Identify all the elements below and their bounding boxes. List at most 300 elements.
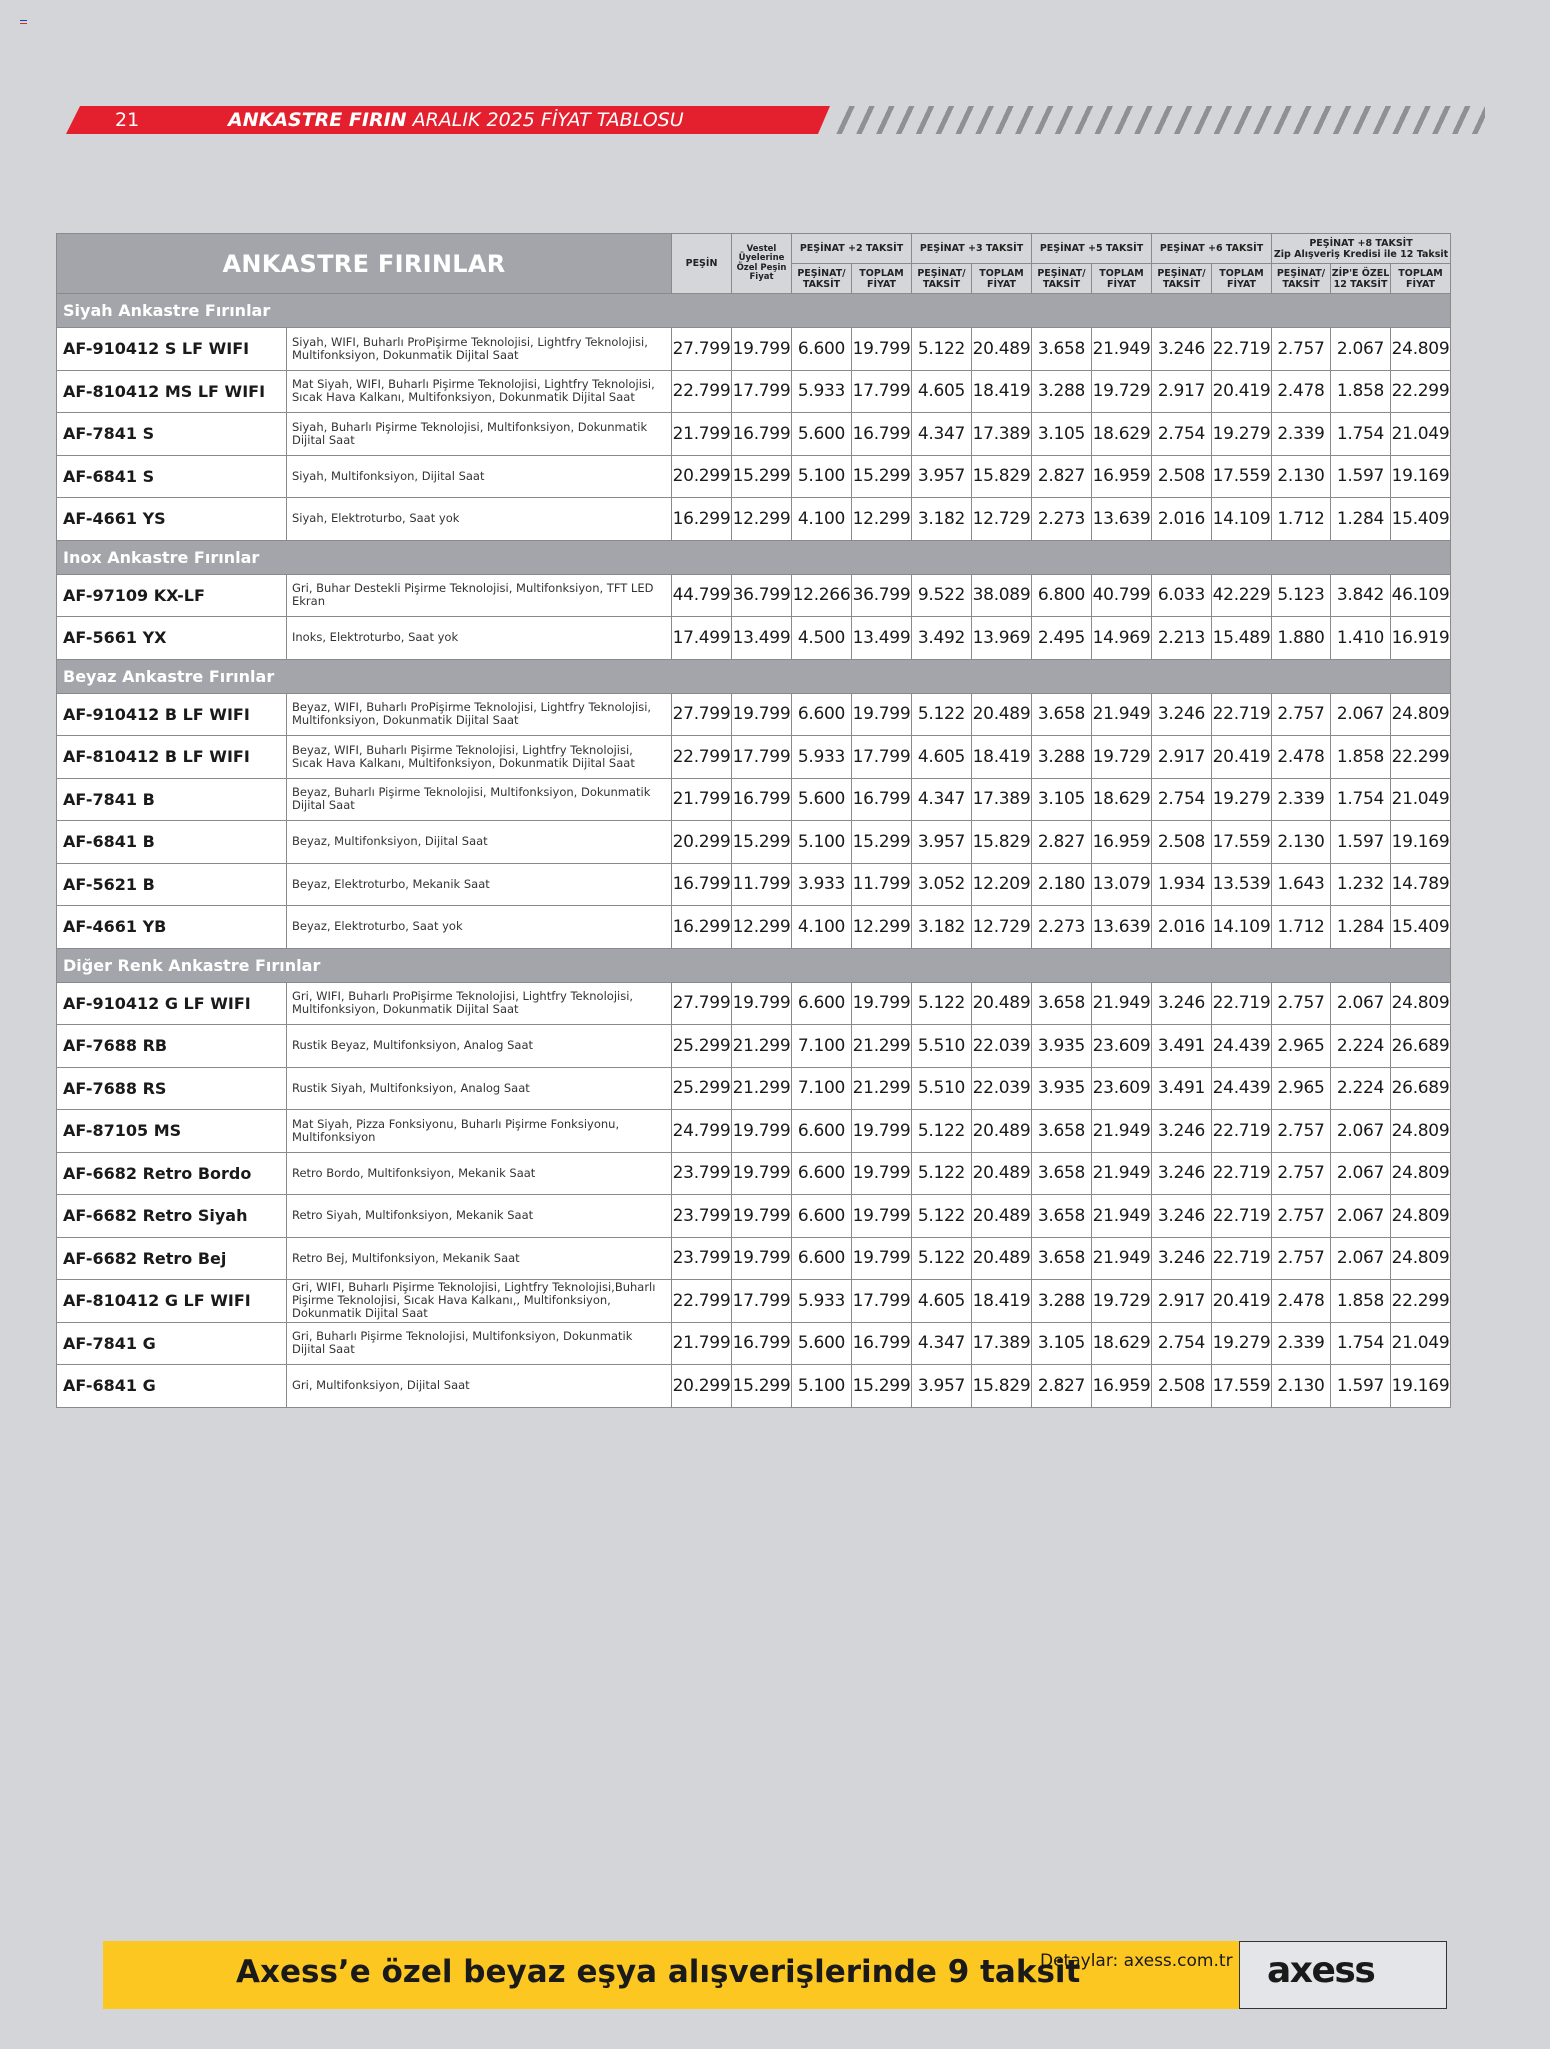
price-cell: 19.729 bbox=[1092, 1280, 1152, 1323]
price-cell: 22.719 bbox=[1212, 693, 1272, 736]
price-cell: 24.809 bbox=[1391, 328, 1451, 371]
price-cell: 3.492 bbox=[912, 617, 972, 660]
price-cell: 3.957 bbox=[912, 821, 972, 864]
table-row bbox=[57, 778, 1451, 821]
price-cell: 18.419 bbox=[972, 1280, 1032, 1323]
model-description: Inoks, Elektroturbo, Saat yok bbox=[287, 617, 672, 660]
price-cell: 2.130 bbox=[1272, 455, 1331, 498]
table-row bbox=[57, 906, 1451, 949]
price-cell: 2.067 bbox=[1331, 1237, 1391, 1280]
price-cell: 5.122 bbox=[912, 1195, 972, 1238]
price-cell: 4.347 bbox=[912, 1322, 972, 1365]
price-cell: 3.182 bbox=[912, 906, 972, 949]
table-row bbox=[57, 1195, 1451, 1238]
price-cell: 2.339 bbox=[1272, 1322, 1331, 1365]
model-description: Retro Siyah, Multifonksiyon, Mekanik Saat bbox=[287, 1195, 672, 1238]
price-cell: 20.489 bbox=[972, 982, 1032, 1025]
table-row bbox=[57, 617, 1451, 660]
price-cell: 14.789 bbox=[1391, 863, 1451, 906]
price-cell: 17.559 bbox=[1212, 1365, 1272, 1408]
price-cell: 2.130 bbox=[1272, 1365, 1331, 1408]
price-cell: 2.917 bbox=[1152, 370, 1212, 413]
model-name: AF-6841 G bbox=[57, 1365, 287, 1408]
price-cell: 1.858 bbox=[1331, 736, 1391, 779]
price-cell: 15.299 bbox=[852, 455, 912, 498]
model-description: Siyah, Multifonksiyon, Dijital Saat bbox=[287, 455, 672, 498]
price-cell: 16.919 bbox=[1391, 617, 1451, 660]
price-cell: 1.712 bbox=[1272, 906, 1331, 949]
model-name: AF-6841 S bbox=[57, 455, 287, 498]
price-cell: 3.658 bbox=[1032, 1110, 1092, 1153]
price-cell: 12.299 bbox=[852, 498, 912, 541]
price-cell: 22.799 bbox=[672, 1280, 732, 1323]
price-cell: 20.489 bbox=[972, 1152, 1032, 1195]
price-cell: 5.100 bbox=[792, 821, 852, 864]
price-cell: 21.949 bbox=[1092, 1152, 1152, 1195]
price-cell: 40.799 bbox=[1092, 574, 1152, 617]
price-cell: 1.754 bbox=[1331, 778, 1391, 821]
price-cell: 9.522 bbox=[912, 574, 972, 617]
price-cell: 6.600 bbox=[792, 1195, 852, 1238]
price-cell: 6.600 bbox=[792, 1152, 852, 1195]
table-row bbox=[57, 821, 1451, 864]
price-cell: 19.799 bbox=[852, 693, 912, 736]
price-cell: 3.246 bbox=[1152, 1152, 1212, 1195]
table-row bbox=[57, 1152, 1451, 1195]
price-cell: 3.658 bbox=[1032, 1152, 1092, 1195]
price-cell: 3.182 bbox=[912, 498, 972, 541]
price-cell: 2.478 bbox=[1272, 736, 1331, 779]
model-name: AF-810412 MS LF WIFI bbox=[57, 370, 287, 413]
price-cell: 6.033 bbox=[1152, 574, 1212, 617]
price-cell: 16.799 bbox=[732, 778, 792, 821]
price-cell: 3.658 bbox=[1032, 982, 1092, 1025]
table-row bbox=[57, 413, 1451, 456]
price-cell: 44.799 bbox=[672, 574, 732, 617]
price-cell: 3.246 bbox=[1152, 982, 1212, 1025]
price-cell: 17.799 bbox=[852, 370, 912, 413]
model-name: AF-910412 G LF WIFI bbox=[57, 982, 287, 1025]
price-cell: 2.478 bbox=[1272, 370, 1331, 413]
price-cell: 15.299 bbox=[732, 455, 792, 498]
price-cell: 19.799 bbox=[852, 982, 912, 1025]
price-cell: 5.122 bbox=[912, 328, 972, 371]
price-cell: 19.279 bbox=[1212, 1322, 1272, 1365]
price-cell: 12.299 bbox=[732, 498, 792, 541]
price-cell: 19.799 bbox=[852, 328, 912, 371]
price-cell: 1.597 bbox=[1331, 1365, 1391, 1408]
model-description: Beyaz, Elektroturbo, Saat yok bbox=[287, 906, 672, 949]
sub-toplam: TOPLAM FİYAT bbox=[852, 264, 912, 294]
price-cell: 20.299 bbox=[672, 821, 732, 864]
price-cell: 38.089 bbox=[972, 574, 1032, 617]
model-name: AF-7688 RS bbox=[57, 1067, 287, 1110]
price-cell: 27.799 bbox=[672, 693, 732, 736]
price-cell: 2.130 bbox=[1272, 821, 1331, 864]
price-cell: 7.100 bbox=[792, 1025, 852, 1068]
price-cell: 19.799 bbox=[852, 1237, 912, 1280]
model-description: Gri, WIFI, Buharlı ProPişirme Teknolojisi, Lightfry Teknolojisi, Multifonksiyon, Dokunmatik Dijital Saat bbox=[287, 982, 672, 1025]
price-cell: 1.597 bbox=[1331, 821, 1391, 864]
page-number: 21 bbox=[115, 109, 140, 131]
price-cell: 15.829 bbox=[972, 1365, 1032, 1408]
price-cell: 17.499 bbox=[672, 617, 732, 660]
price-cell: 12.266 bbox=[792, 574, 852, 617]
table-body bbox=[57, 294, 1451, 1408]
price-cell: 5.122 bbox=[912, 693, 972, 736]
price-cell: 18.419 bbox=[972, 736, 1032, 779]
model-description: Mat Siyah, WIFI, Buharlı Pişirme Teknolojisi, Lightfry Teknolojisi, Sıcak Hava Kalkanı, Multifonksiyon, Dokunmatik Dijital Saat bbox=[287, 370, 672, 413]
price-cell: 24.799 bbox=[672, 1110, 732, 1153]
price-cell: 3.246 bbox=[1152, 1237, 1212, 1280]
table-row bbox=[57, 1280, 1451, 1323]
price-cell: 17.389 bbox=[972, 1322, 1032, 1365]
model-description: Beyaz, WIFI, Buharlı ProPişirme Teknolojisi, Lightfry Teknolojisi, Multifonksiyon, Dokunmatik Dijital Saat bbox=[287, 693, 672, 736]
price-cell: 2.016 bbox=[1152, 498, 1212, 541]
price-cell: 24.809 bbox=[1391, 1195, 1451, 1238]
price-cell: 22.039 bbox=[972, 1025, 1032, 1068]
price-cell: 4.100 bbox=[792, 906, 852, 949]
sub-pesinat: PEŞİNAT/ TAKSİT bbox=[792, 264, 852, 294]
table-row bbox=[57, 455, 1451, 498]
price-cell: 2.339 bbox=[1272, 778, 1331, 821]
table-row bbox=[57, 1237, 1451, 1280]
model-name: AF-5661 YX bbox=[57, 617, 287, 660]
price-cell: 6.600 bbox=[792, 1110, 852, 1153]
price-cell: 3.933 bbox=[792, 863, 852, 906]
price-cell: 3.246 bbox=[1152, 328, 1212, 371]
price-cell: 3.246 bbox=[1152, 1195, 1212, 1238]
price-cell: 5.600 bbox=[792, 1322, 852, 1365]
price-cell: 2.508 bbox=[1152, 821, 1212, 864]
price-cell: 19.799 bbox=[852, 1152, 912, 1195]
price-cell: 19.799 bbox=[732, 693, 792, 736]
price-cell: 15.409 bbox=[1391, 498, 1451, 541]
price-cell: 1.597 bbox=[1331, 455, 1391, 498]
price-cell: 5.600 bbox=[792, 413, 852, 456]
price-cell: 5.600 bbox=[792, 778, 852, 821]
price-cell: 16.299 bbox=[672, 498, 732, 541]
price-cell: 2.508 bbox=[1152, 1365, 1212, 1408]
promo-detail: Detaylar: axess.com.tr bbox=[1040, 1951, 1233, 1971]
price-cell: 15.299 bbox=[732, 821, 792, 864]
price-cell: 1.712 bbox=[1272, 498, 1331, 541]
price-cell: 22.719 bbox=[1212, 1152, 1272, 1195]
table-row bbox=[57, 370, 1451, 413]
price-cell: 22.719 bbox=[1212, 982, 1272, 1025]
price-cell: 4.605 bbox=[912, 1280, 972, 1323]
model-name: AF-810412 G LF WIFI bbox=[57, 1280, 287, 1323]
price-cell: 3.658 bbox=[1032, 328, 1092, 371]
price-cell: 5.510 bbox=[912, 1025, 972, 1068]
price-cell: 3.957 bbox=[912, 1365, 972, 1408]
price-cell: 19.799 bbox=[852, 1195, 912, 1238]
price-cell: 3.935 bbox=[1032, 1025, 1092, 1068]
price-cell: 36.799 bbox=[732, 574, 792, 617]
price-cell: 21.049 bbox=[1391, 413, 1451, 456]
section-row bbox=[57, 540, 1451, 574]
table-row bbox=[57, 982, 1451, 1025]
price-cell: 13.969 bbox=[972, 617, 1032, 660]
price-cell: 2.339 bbox=[1272, 413, 1331, 456]
table-title: ANKASTRE FIRINLAR bbox=[57, 234, 672, 294]
model-name: AF-4661 YS bbox=[57, 498, 287, 541]
model-name: AF-87105 MS bbox=[57, 1110, 287, 1153]
price-cell: 1.284 bbox=[1331, 906, 1391, 949]
price-cell: 17.799 bbox=[732, 736, 792, 779]
model-description: Retro Bej, Multifonksiyon, Mekanik Saat bbox=[287, 1237, 672, 1280]
price-cell: 12.729 bbox=[972, 906, 1032, 949]
model-name: AF-6682 Retro Bej bbox=[57, 1237, 287, 1280]
page-title-light: ARALIK 2025 FİYAT TABLOSU bbox=[412, 109, 684, 131]
price-cell: 24.809 bbox=[1391, 1237, 1451, 1280]
price-cell: 2.478 bbox=[1272, 1280, 1331, 1323]
price-cell: 1.754 bbox=[1331, 413, 1391, 456]
price-cell: 18.629 bbox=[1092, 413, 1152, 456]
price-cell: 3.105 bbox=[1032, 1322, 1092, 1365]
price-cell: 3.658 bbox=[1032, 693, 1092, 736]
price-cell: 2.224 bbox=[1331, 1025, 1391, 1068]
price-cell: 15.829 bbox=[972, 821, 1032, 864]
price-cell: 21.799 bbox=[672, 413, 732, 456]
price-cell: 5.122 bbox=[912, 1110, 972, 1153]
price-cell: 11.799 bbox=[732, 863, 792, 906]
price-cell: 6.600 bbox=[792, 328, 852, 371]
price-cell: 16.799 bbox=[852, 778, 912, 821]
price-cell: 2.827 bbox=[1032, 455, 1092, 498]
price-cell: 21.299 bbox=[732, 1025, 792, 1068]
sub-zip: ZİP'E ÖZEL 12 TAKSİT bbox=[1331, 264, 1391, 294]
price-cell: 6.600 bbox=[792, 982, 852, 1025]
price-cell: 27.799 bbox=[672, 982, 732, 1025]
table-row bbox=[57, 736, 1451, 779]
price-cell: 3.491 bbox=[1152, 1025, 1212, 1068]
price-cell: 17.389 bbox=[972, 778, 1032, 821]
price-cell: 19.279 bbox=[1212, 778, 1272, 821]
promo-text: Axess’e özel beyaz eşya alışverişlerinde 9 taksit bbox=[236, 1954, 1081, 1990]
price-cell: 22.299 bbox=[1391, 736, 1451, 779]
price-cell: 3.288 bbox=[1032, 1280, 1092, 1323]
model-name: AF-7688 RB bbox=[57, 1025, 287, 1068]
price-cell: 16.799 bbox=[732, 1322, 792, 1365]
price-cell: 16.799 bbox=[672, 863, 732, 906]
price-cell: 3.288 bbox=[1032, 370, 1092, 413]
header-pesin: PEŞİN bbox=[672, 234, 732, 294]
price-cell: 22.719 bbox=[1212, 328, 1272, 371]
header-group-8-line1: PEŞİNAT +8 TAKSİT bbox=[1309, 237, 1413, 249]
price-cell: 19.799 bbox=[732, 982, 792, 1025]
price-cell: 16.959 bbox=[1092, 1365, 1152, 1408]
price-cell: 22.719 bbox=[1212, 1237, 1272, 1280]
price-cell: 4.605 bbox=[912, 370, 972, 413]
model-description: Gri, WIFI, Buharlı Pişirme Teknolojisi, Lightfry Teknolojisi,Buharlı Pişirme Teknolojisi, Sıcak Hava Kalkanı,, Multifonksiyon, Dokunmatik Dijital Saat bbox=[287, 1280, 672, 1323]
model-name: AF-6682 Retro Bordo bbox=[57, 1152, 287, 1195]
price-cell: 17.799 bbox=[732, 1280, 792, 1323]
header-group-8 bbox=[1272, 234, 1451, 264]
header-group-8-line2: Zip Alışveriş Kredisi ile 12 Taksit bbox=[1273, 248, 1449, 260]
price-cell: 12.209 bbox=[972, 863, 1032, 906]
price-cell: 13.079 bbox=[1092, 863, 1152, 906]
price-cell: 13.499 bbox=[732, 617, 792, 660]
price-cell: 19.799 bbox=[732, 1237, 792, 1280]
header-stripes bbox=[835, 106, 1485, 134]
price-cell: 2.067 bbox=[1331, 693, 1391, 736]
table-row bbox=[57, 693, 1451, 736]
price-cell: 5.933 bbox=[792, 736, 852, 779]
price-cell: 15.299 bbox=[852, 821, 912, 864]
price-cell: 17.799 bbox=[852, 736, 912, 779]
price-cell: 1.643 bbox=[1272, 863, 1331, 906]
model-description: Siyah, Elektroturbo, Saat yok bbox=[287, 498, 672, 541]
price-cell: 2.757 bbox=[1272, 1237, 1331, 1280]
price-cell: 17.559 bbox=[1212, 455, 1272, 498]
price-cell: 2.273 bbox=[1032, 906, 1092, 949]
price-cell: 20.489 bbox=[972, 1110, 1032, 1153]
header-group-5: PEŞİNAT +5 TAKSİT bbox=[1032, 234, 1152, 264]
price-cell: 24.809 bbox=[1391, 1110, 1451, 1153]
sub-toplam: TOPLAM FİYAT bbox=[972, 264, 1032, 294]
model-name: AF-7841 S bbox=[57, 413, 287, 456]
price-cell: 17.389 bbox=[972, 413, 1032, 456]
price-cell: 17.799 bbox=[732, 370, 792, 413]
price-cell: 15.829 bbox=[972, 455, 1032, 498]
price-cell: 1.880 bbox=[1272, 617, 1331, 660]
model-description: Retro Bordo, Multifonksiyon, Mekanik Saat bbox=[287, 1152, 672, 1195]
price-cell: 5.933 bbox=[792, 1280, 852, 1323]
model-description: Beyaz, WIFI, Buharlı Pişirme Teknolojisi, Lightfry Teknolojisi, Sıcak Hava Kalkanı, Multifonksiyon, Dokunmatik Dijital Saat bbox=[287, 736, 672, 779]
price-cell: 3.658 bbox=[1032, 1237, 1092, 1280]
price-cell: 2.508 bbox=[1152, 455, 1212, 498]
price-cell: 19.169 bbox=[1391, 1365, 1451, 1408]
price-cell: 1.232 bbox=[1331, 863, 1391, 906]
price-cell: 4.347 bbox=[912, 413, 972, 456]
price-cell: 14.969 bbox=[1092, 617, 1152, 660]
model-description: Beyaz, Multifonksiyon, Dijital Saat bbox=[287, 821, 672, 864]
price-cell: 3.935 bbox=[1032, 1067, 1092, 1110]
price-cell: 22.799 bbox=[672, 370, 732, 413]
table-row bbox=[57, 1110, 1451, 1153]
price-cell: 15.299 bbox=[732, 1365, 792, 1408]
price-cell: 21.949 bbox=[1092, 328, 1152, 371]
price-cell: 15.489 bbox=[1212, 617, 1272, 660]
price-cell: 5.100 bbox=[792, 455, 852, 498]
section-title: Beyaz Ankastre Fırınlar bbox=[57, 659, 1451, 693]
model-description: Beyaz, Buharlı Pişirme Teknolojisi, Multifonksiyon, Dokunmatik Dijital Saat bbox=[287, 778, 672, 821]
model-name: AF-910412 B LF WIFI bbox=[57, 693, 287, 736]
price-cell: 18.419 bbox=[972, 370, 1032, 413]
price-cell: 19.799 bbox=[852, 1110, 912, 1153]
header-vestel: Vestel Üyelerine Özel Peşin Fiyat bbox=[732, 234, 792, 294]
price-cell: 2.757 bbox=[1272, 982, 1331, 1025]
model-name: AF-97109 KX-LF bbox=[57, 574, 287, 617]
price-cell: 2.067 bbox=[1331, 1195, 1391, 1238]
price-cell: 4.500 bbox=[792, 617, 852, 660]
price-cell: 13.499 bbox=[852, 617, 912, 660]
price-cell: 19.799 bbox=[732, 1152, 792, 1195]
price-cell: 12.299 bbox=[732, 906, 792, 949]
price-cell: 3.957 bbox=[912, 455, 972, 498]
section-row bbox=[57, 294, 1451, 328]
price-cell: 2.754 bbox=[1152, 1322, 1212, 1365]
price-cell: 2.757 bbox=[1272, 1195, 1331, 1238]
sub-pesinat: PEŞİNAT/ TAKSİT bbox=[1032, 264, 1092, 294]
table-row bbox=[57, 1365, 1451, 1408]
price-cell: 2.827 bbox=[1032, 1365, 1092, 1408]
price-cell: 3.491 bbox=[1152, 1067, 1212, 1110]
price-cell: 17.799 bbox=[852, 1280, 912, 1323]
price-cell: 2.224 bbox=[1331, 1067, 1391, 1110]
price-cell: 17.559 bbox=[1212, 821, 1272, 864]
price-cell: 19.169 bbox=[1391, 821, 1451, 864]
price-cell: 3.842 bbox=[1331, 574, 1391, 617]
table-row bbox=[57, 863, 1451, 906]
price-cell: 16.799 bbox=[852, 1322, 912, 1365]
price-cell: 2.965 bbox=[1272, 1025, 1331, 1068]
table-row bbox=[57, 498, 1451, 541]
price-cell: 2.180 bbox=[1032, 863, 1092, 906]
price-cell: 16.799 bbox=[732, 413, 792, 456]
model-name: AF-6841 B bbox=[57, 821, 287, 864]
price-cell: 5.122 bbox=[912, 1152, 972, 1195]
price-cell: 15.409 bbox=[1391, 906, 1451, 949]
sub-toplam: TOPLAM FİYAT bbox=[1212, 264, 1272, 294]
price-cell: 21.049 bbox=[1391, 778, 1451, 821]
price-cell: 1.858 bbox=[1331, 370, 1391, 413]
model-description: Mat Siyah, Pizza Fonksiyonu, Buharlı Pişirme Fonksiyonu, Multifonksiyon bbox=[287, 1110, 672, 1153]
price-cell: 21.949 bbox=[1092, 982, 1152, 1025]
price-cell: 2.754 bbox=[1152, 778, 1212, 821]
price-cell: 3.288 bbox=[1032, 736, 1092, 779]
model-name: AF-7841 B bbox=[57, 778, 287, 821]
price-cell: 16.959 bbox=[1092, 455, 1152, 498]
price-cell: 6.600 bbox=[792, 1237, 852, 1280]
price-cell: 20.299 bbox=[672, 455, 732, 498]
sub-toplam: TOPLAM FİYAT bbox=[1092, 264, 1152, 294]
price-cell: 22.719 bbox=[1212, 1110, 1272, 1153]
price-table bbox=[56, 233, 1451, 1408]
price-cell: 23.609 bbox=[1092, 1067, 1152, 1110]
price-cell: 22.719 bbox=[1212, 1195, 1272, 1238]
sub-pesinat: PEŞİNAT/ TAKSİT bbox=[1152, 264, 1212, 294]
price-cell: 19.729 bbox=[1092, 736, 1152, 779]
model-description: Siyah, Buharlı Pişirme Teknolojisi, Multifonksiyon, Dokunmatik Dijital Saat bbox=[287, 413, 672, 456]
price-cell: 21.949 bbox=[1092, 1237, 1152, 1280]
price-cell: 2.067 bbox=[1331, 982, 1391, 1025]
header-group-6: PEŞİNAT +6 TAKSİT bbox=[1152, 234, 1272, 264]
price-cell: 6.600 bbox=[792, 693, 852, 736]
section-title: Diğer Renk Ankastre Fırınlar bbox=[57, 948, 1451, 982]
price-cell: 12.299 bbox=[852, 906, 912, 949]
price-cell: 1.754 bbox=[1331, 1322, 1391, 1365]
price-cell: 2.757 bbox=[1272, 1152, 1331, 1195]
model-description: Rustik Siyah, Multifonksiyon, Analog Saat bbox=[287, 1067, 672, 1110]
price-cell: 18.629 bbox=[1092, 778, 1152, 821]
price-cell: 27.799 bbox=[672, 328, 732, 371]
price-cell: 19.799 bbox=[732, 1195, 792, 1238]
sub-toplam: TOPLAM FİYAT bbox=[1391, 264, 1451, 294]
price-cell: 13.639 bbox=[1092, 498, 1152, 541]
price-cell: 2.757 bbox=[1272, 693, 1331, 736]
price-cell: 24.809 bbox=[1391, 693, 1451, 736]
price-cell: 21.299 bbox=[732, 1067, 792, 1110]
table-row bbox=[57, 574, 1451, 617]
price-cell: 24.809 bbox=[1391, 1152, 1451, 1195]
price-cell: 3.246 bbox=[1152, 693, 1212, 736]
price-cell: 2.965 bbox=[1272, 1067, 1331, 1110]
model-description: Gri, Multifonksiyon, Dijital Saat bbox=[287, 1365, 672, 1408]
price-cell: 19.729 bbox=[1092, 370, 1152, 413]
price-cell: 22.299 bbox=[1391, 1280, 1451, 1323]
